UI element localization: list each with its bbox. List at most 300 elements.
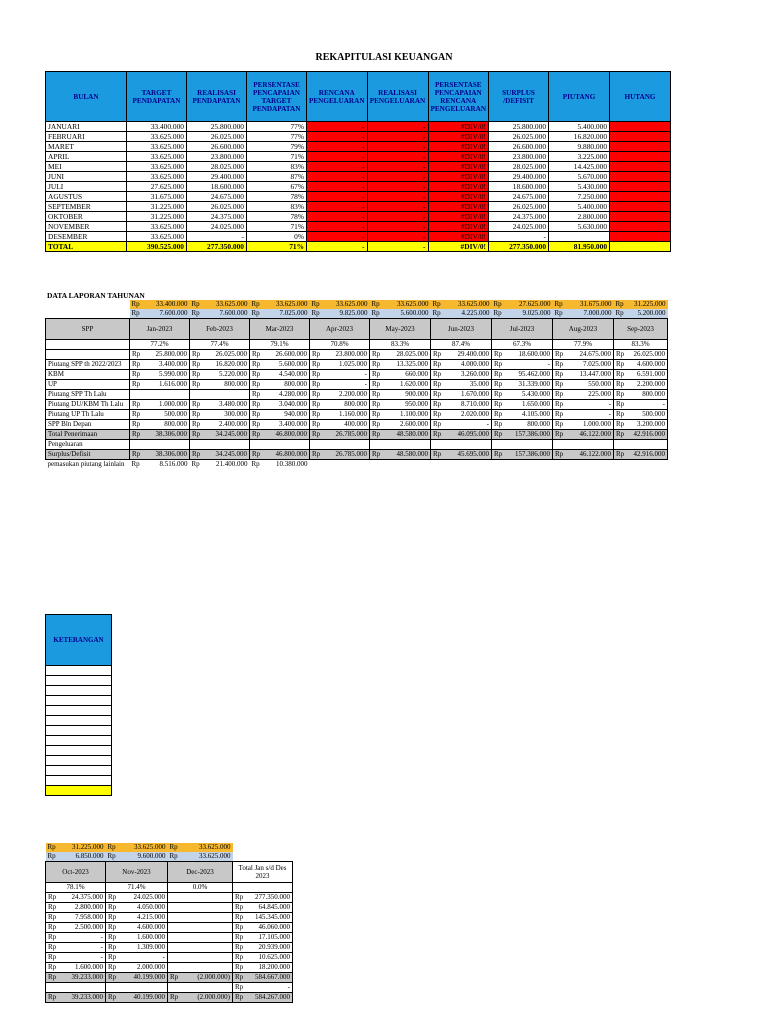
value-cell: 39.233.000 (60, 993, 106, 1003)
table-cell: - (307, 232, 368, 242)
value-cell (264, 440, 310, 450)
table-cell: - (307, 222, 368, 232)
currency-label: Rp (46, 913, 60, 923)
table-cell: 26.600.000 (489, 142, 549, 152)
table-cell: 33.625.000 (127, 132, 187, 142)
currency-label: Rp (106, 843, 120, 852)
table-cell: - (367, 192, 428, 202)
currency-label: Rp (250, 350, 264, 360)
table-cell: - (307, 132, 368, 142)
table-cell: - (307, 192, 368, 202)
month-header: May-2023 (370, 319, 431, 340)
row-label: KBM (46, 370, 130, 380)
table-cell (610, 222, 671, 232)
table-cell: 33.625.000 (127, 152, 187, 162)
table-cell: 24.375.000 (187, 212, 247, 222)
currency-label: Rp (106, 953, 120, 963)
currency-label: Rp (233, 963, 247, 973)
table-cell (610, 132, 671, 142)
currency-label: Rp (431, 400, 445, 410)
currency-label: Rp (370, 400, 384, 410)
value-cell (182, 943, 233, 953)
currency-label (168, 933, 182, 943)
total-cell: 18.200.000 (247, 963, 293, 973)
currency-label (431, 440, 445, 450)
value-cell: 29.400.000 (445, 350, 492, 360)
month-header: Jul-2023 (492, 319, 553, 340)
value-cell: 46.095.000 (445, 430, 492, 440)
currency-label: Rp (310, 350, 324, 360)
currency-label (553, 460, 567, 479)
currency-label (431, 460, 445, 479)
target-row (46, 300, 668, 309)
currency-label: Rp (233, 983, 247, 993)
currency-label: Rp (370, 410, 384, 420)
table-cell: 26.600.000 (187, 142, 247, 152)
currency-label: Rp (492, 420, 506, 430)
currency-label: Rp (46, 963, 60, 973)
currency-label: Rp (553, 380, 567, 390)
value-cell: 8.710.000 (445, 400, 492, 410)
value-cell (144, 390, 190, 400)
total-cell (247, 852, 293, 862)
currency-label: Rp (614, 390, 628, 400)
value-cell: 4.105.000 (506, 410, 553, 420)
keterangan-table (45, 614, 112, 796)
value-cell: (2.000.000) (182, 993, 233, 1003)
value-cell (182, 923, 233, 933)
value-cell: 1.000.000 (567, 420, 614, 430)
keterangan-cell (46, 786, 112, 796)
surplus-row (46, 993, 293, 1003)
keterangan-cell (46, 666, 112, 676)
currency-label: Rp (431, 350, 445, 360)
currency-label: Rp (614, 309, 628, 319)
table-cell: - (367, 172, 428, 182)
currency-label: Rp (190, 300, 204, 309)
value-cell: 2.800.000 (60, 903, 106, 913)
table-row (46, 162, 671, 172)
value-cell (567, 460, 614, 479)
table-cell: 67% (247, 182, 307, 192)
summary-header-cell: TARGET PENDAPATAN (127, 72, 187, 122)
value-cell: 500.000 (144, 410, 190, 420)
value-cell: 27.625.000 (506, 300, 553, 309)
table-cell: #DIV/0! (428, 162, 489, 172)
keterangan-row (46, 736, 112, 746)
percentage-cell: 78.1% (46, 883, 106, 893)
value-cell: 5.600.000 (384, 309, 431, 319)
value-cell: 13.325.000 (384, 360, 431, 370)
table-row (46, 903, 293, 913)
table-cell (610, 122, 671, 132)
summary-table (45, 71, 671, 252)
currency-label: Rp (250, 420, 264, 430)
keterangan-row (46, 776, 112, 786)
summary-total-row (46, 242, 671, 252)
table-cell: - (367, 132, 428, 142)
currency-label: Rp (106, 963, 120, 973)
table-cell: 3.225.000 (549, 152, 610, 162)
keterangan-cell (46, 716, 112, 726)
table-cell: 0% (247, 232, 307, 242)
keterangan-cell (46, 776, 112, 786)
table-cell: 24.675.000 (489, 192, 549, 202)
value-cell (384, 440, 431, 450)
currency-label: Rp (492, 309, 506, 319)
value-cell: 1.000.000 (144, 400, 190, 410)
table-cell: 71% (247, 222, 307, 232)
month-header: Sep-2023 (614, 319, 668, 340)
currency-label (168, 953, 182, 963)
table-row (46, 202, 671, 212)
table-cell: 5.670.000 (549, 172, 610, 182)
table-cell: - (367, 222, 428, 232)
table-cell: 29.400.000 (489, 172, 549, 182)
table-cell: 77% (247, 132, 307, 142)
table-cell (610, 182, 671, 192)
value-cell: 31.225.000 (628, 300, 668, 309)
currency-label: Rp (190, 360, 204, 370)
currency-label: Rp (106, 852, 120, 862)
value-cell: 38.306.000 (144, 450, 190, 460)
currency-label: Rp (168, 852, 182, 862)
currency-label: Rp (553, 370, 567, 380)
month-header: Feb-2023 (190, 319, 250, 340)
table-cell: MEI (46, 162, 127, 172)
total-cell: - (247, 983, 293, 993)
value-cell: 300.000 (204, 410, 250, 420)
value-cell (144, 440, 190, 450)
table-cell: 33.625.000 (127, 222, 187, 232)
value-cell: 4.215.000 (120, 913, 168, 923)
table-cell: 33.625.000 (127, 232, 187, 242)
value-cell: 34.245.000 (204, 430, 250, 440)
value-cell: 800.000 (204, 380, 250, 390)
currency-label: Rp (106, 913, 120, 923)
table-cell: 33.625.000 (127, 172, 187, 182)
currency-label (130, 390, 144, 400)
value-cell: 23.800.000 (324, 350, 370, 360)
month-header: Jan-2023 (130, 319, 190, 340)
value-cell (182, 903, 233, 913)
total-cell: 145.345.000 (247, 913, 293, 923)
value-cell: 3.480.000 (204, 400, 250, 410)
total-cell: 10.625.000 (247, 953, 293, 963)
currency-label: Rp (431, 300, 445, 309)
currency-label: Rp (130, 380, 144, 390)
value-cell: 1.616.000 (144, 380, 190, 390)
table-cell: 87% (247, 172, 307, 182)
currency-label: Rp (492, 350, 506, 360)
value-cell: 1.620.000 (384, 380, 431, 390)
currency-label: Rp (370, 309, 384, 319)
table-cell: - (307, 212, 368, 222)
currency-label: Rp (233, 933, 247, 943)
currency-label (190, 440, 204, 450)
currency-label: Rp (310, 420, 324, 430)
currency-label: Rp (492, 360, 506, 370)
currency-label: Rp (310, 450, 324, 460)
value-cell: 1.025.000 (324, 360, 370, 370)
table-cell (610, 152, 671, 162)
value-cell: 5.200.000 (628, 309, 668, 319)
value-cell: 10.380.000 (276, 460, 308, 468)
table-cell: #DIV/0! (428, 122, 489, 132)
currency-label (233, 852, 247, 862)
table-cell: #DIV/0! (428, 202, 489, 212)
table-cell: 24.025.000 (187, 222, 247, 232)
value-cell: 26.785.000 (324, 430, 370, 440)
keterangan-row (46, 706, 112, 716)
currency-label: Rp (106, 933, 120, 943)
table-cell: 83% (247, 162, 307, 172)
total-cell: 17.105.000 (247, 933, 293, 943)
value-cell: 7.000.000 (567, 309, 614, 319)
currency-label: Rp (191, 460, 200, 468)
currency-label: Rp (190, 430, 204, 440)
currency-label: Rp (431, 370, 445, 380)
value-cell: 24.025.000 (120, 893, 168, 903)
table-row (46, 232, 671, 242)
summary-header-cell: REALISASI PENGELUARAN (367, 72, 428, 122)
currency-label: Rp (250, 430, 264, 440)
table-cell (610, 242, 671, 252)
total-cell: 46.060.000 (247, 923, 293, 933)
table-cell: JANUARI (46, 122, 127, 132)
currency-label: Rp (130, 400, 144, 410)
currency-label: Rp (190, 309, 204, 319)
value-cell: 2.000.000 (120, 963, 168, 973)
currency-label: Rp (370, 370, 384, 380)
currency-label: Rp (614, 360, 628, 370)
row-label: Total Penerimaan (46, 430, 130, 440)
currency-label (492, 460, 506, 479)
value-cell: - (567, 410, 614, 420)
table-row (46, 410, 668, 420)
value-cell: 6.850.000 (60, 852, 106, 862)
table-cell: #DIV/0! (428, 142, 489, 152)
value-cell (324, 440, 370, 450)
table-row (46, 360, 668, 370)
table-cell: #DIV/0! (428, 132, 489, 142)
value-cell: 26.025.000 (204, 350, 250, 360)
value-cell (60, 983, 106, 993)
table-cell (610, 162, 671, 172)
currency-label: Rp (310, 300, 324, 309)
value-cell: 31.675.000 (567, 300, 614, 309)
value-cell (182, 933, 233, 943)
currency-label: Rp (310, 309, 324, 319)
keterangan-cell (46, 746, 112, 756)
table-cell: 390.525.000 (127, 242, 187, 252)
currency-label: Rp (431, 360, 445, 370)
keterangan-cell (46, 696, 112, 706)
currency-label: Rp (553, 390, 567, 400)
table-cell: OKTOBER (46, 212, 127, 222)
table-cell: - (367, 242, 428, 252)
row-label: Pengeluaran (46, 440, 130, 450)
table-cell: 83% (247, 202, 307, 212)
currency-label: Rp (310, 390, 324, 400)
value-cell: 7.600.000 (204, 309, 250, 319)
currency-label: Rp (168, 993, 182, 1003)
currency-label: Rp (190, 400, 204, 410)
value-cell: 2.600.000 (384, 420, 431, 430)
value-cell: 33.625.000 (182, 852, 233, 862)
table-row (46, 192, 671, 202)
keterangan-cell (46, 676, 112, 686)
value-cell: 5.220.000 (204, 370, 250, 380)
table-cell: 31.675.000 (127, 192, 187, 202)
table-cell (610, 142, 671, 152)
currency-label: Rp (553, 360, 567, 370)
value-cell (120, 983, 168, 993)
summary-header-cell: PERSENTASE PENCAPAIAN RENCANA PENGELUARAN (428, 72, 489, 122)
table-cell: 79% (247, 142, 307, 152)
table-row (46, 132, 671, 142)
value-cell: 7.025.000 (567, 360, 614, 370)
row-label: pemasukan piutang lainlain (47, 460, 125, 468)
currency-label: Rp (614, 420, 628, 430)
table-cell: #DIV/0! (428, 212, 489, 222)
currency-label: Rp (106, 943, 120, 953)
row-label: Piutang DU/KBM Th Lalu (46, 400, 130, 410)
row-label: Piutang SPP Th Lalu (46, 390, 130, 400)
value-cell: 4.000.000 (445, 360, 492, 370)
table-cell: #DIV/0! (428, 242, 489, 252)
keterangan-row (46, 746, 112, 756)
value-cell: 157.386.000 (506, 450, 553, 460)
currency-label: Rp (233, 943, 247, 953)
value-cell: 800.000 (628, 390, 668, 400)
summary-header-cell: PERSENTASE PENCAPAIAN TARGET PENDAPATAN (247, 72, 307, 122)
total-cell: 584.667.000 (247, 973, 293, 983)
currency-label: Rp (250, 360, 264, 370)
table-cell: 2.800.000 (549, 212, 610, 222)
table-cell: #DIV/0! (428, 172, 489, 182)
value-cell: 33.625.000 (120, 843, 168, 852)
currency-label (233, 843, 247, 852)
month-header: Oct-2023 (46, 862, 106, 883)
table-row (46, 963, 293, 973)
value-cell (182, 953, 233, 963)
table-row (46, 122, 671, 132)
value-cell: 5.990.000 (144, 370, 190, 380)
percentage-cell: 79.1% (250, 340, 310, 350)
table-row (46, 370, 668, 380)
table-cell: JULI (46, 182, 127, 192)
currency-label: Rp (130, 450, 144, 460)
currency-label: Rp (250, 400, 264, 410)
value-cell (567, 440, 614, 450)
table-cell: 7.250.000 (549, 192, 610, 202)
page-title: REKAPITULASI KEUANGAN (315, 52, 453, 63)
table-row (46, 390, 668, 400)
percentage-cell: 83.3% (370, 340, 431, 350)
value-cell: 33.625.000 (204, 300, 250, 309)
currency-label (106, 983, 120, 993)
value-cell: 34.245.000 (204, 450, 250, 460)
table-row (46, 893, 293, 903)
total-cell (247, 843, 293, 852)
value-cell: 7.600.000 (144, 309, 190, 319)
currency-label: Rp (431, 380, 445, 390)
summary-header-cell: RENCANA PENGELUARAN (307, 72, 368, 122)
table-row (46, 380, 668, 390)
table-cell: 24.025.000 (489, 222, 549, 232)
table-row (46, 142, 671, 152)
currency-label: Rp (130, 370, 144, 380)
currency-label: Rp (250, 380, 264, 390)
currency-label: Rp (250, 370, 264, 380)
value-cell: 26.785.000 (324, 450, 370, 460)
table-cell: 26.025.000 (489, 202, 549, 212)
table-cell: - (367, 232, 428, 242)
currency-label: Rp (431, 420, 445, 430)
currency-label: Rp (250, 309, 264, 319)
target-row (46, 843, 293, 852)
value-cell: 33.625.000 (445, 300, 492, 309)
currency-label: Rp (370, 350, 384, 360)
currency-label: Rp (553, 410, 567, 420)
value-cell: 25.800.000 (144, 350, 190, 360)
currency-label: Rp (492, 450, 506, 460)
percentage-cell: 83.3% (614, 340, 668, 350)
month-header-row (46, 862, 293, 883)
value-cell: 1.160.000 (324, 410, 370, 420)
month-header: Apr-2023 (310, 319, 370, 340)
table-row (46, 212, 671, 222)
value-cell: 660.000 (384, 370, 431, 380)
value-cell: 225.000 (567, 390, 614, 400)
value-cell: 13.447.000 (567, 370, 614, 380)
keterangan-row (46, 666, 112, 676)
table-cell: - (367, 182, 428, 192)
table-cell: #DIV/0! (428, 232, 489, 242)
table-cell: 26.025.000 (187, 132, 247, 142)
row-label: SPP Bln Depan (46, 420, 130, 430)
value-cell: 800.000 (324, 400, 370, 410)
percentage-cell: 67.3% (492, 340, 553, 350)
keterangan-cell (46, 766, 112, 776)
currency-label: Rp (251, 460, 260, 468)
currency-label: Rp (130, 430, 144, 440)
currency-label (310, 460, 324, 479)
table-row (46, 420, 668, 430)
table-cell: 71% (247, 242, 307, 252)
currency-label (168, 983, 182, 993)
currency-label: Rp (190, 370, 204, 380)
month-header: Mar-2023 (250, 319, 310, 340)
currency-label: Rp (250, 450, 264, 460)
table-cell: - (367, 152, 428, 162)
value-cell: 42.916.000 (628, 430, 668, 440)
currency-label: Rp (106, 893, 120, 903)
currency-label: Rp (614, 380, 628, 390)
value-cell: 33.400.000 (144, 300, 190, 309)
table-cell: AGUSTUS (46, 192, 127, 202)
table-cell: 26.025.000 (489, 132, 549, 142)
currency-label: Rp (614, 450, 628, 460)
table-cell: 277.350.000 (187, 242, 247, 252)
total-penerimaan-row (46, 973, 293, 983)
table-cell: MARET (46, 142, 127, 152)
value-cell: 2.500.000 (60, 923, 106, 933)
value-cell (182, 983, 233, 993)
value-cell (324, 460, 370, 479)
value-cell (182, 913, 233, 923)
